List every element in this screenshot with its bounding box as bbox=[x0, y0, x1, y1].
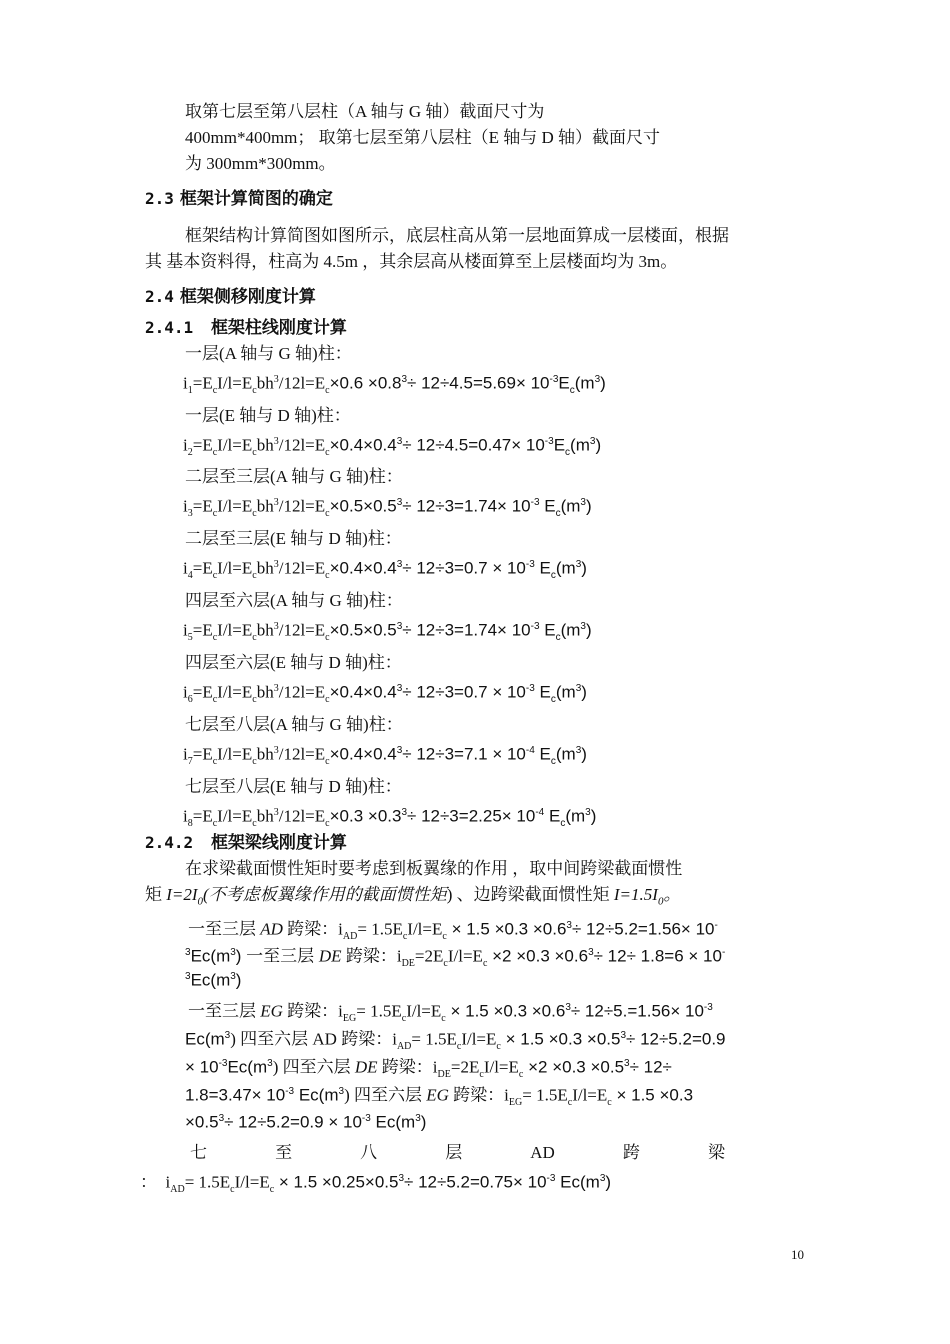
heading-2-3 bbox=[145, 188, 333, 210]
heading-2-4-2 bbox=[145, 832, 347, 854]
heading-2-4-1 bbox=[145, 317, 347, 339]
beam-line-4: 一至三层 EG 跨梁：$i_{EG}= 1.5E_cI/l=E_c \times 1.5 \times 0.3 \times 0.6^3\div 12\div 5.=1.56\times 10^{-3}$ bbox=[188, 1001, 713, 1025]
column-label: 二层至三层(A 轴与 G 轴)柱： bbox=[185, 467, 403, 486]
spread-char: 至 bbox=[275, 1143, 293, 1162]
heading-2-4-2-number: 2.4.2 bbox=[145, 833, 194, 852]
column-formula: $i_4=E_cI/l=E_cbh^3/12l=E_c\times 0.4\times 0.4^3\div 12\div 3=0.7 \times 10^{-3}$ $E_c(m^3)$ bbox=[183, 558, 587, 582]
column-label: 四层至六层(E 轴与 D 轴)柱： bbox=[185, 653, 402, 672]
column-formula: $i_1=E_cI/l=E_cbh^3/12l=E_c\times 0.6 \times 0.8^3\div 12\div 4.5=5.69\times 10^{-3}E_c(m^3)$ bbox=[183, 373, 606, 397]
heading-2-4-1-number: 2.4.1 bbox=[145, 318, 194, 337]
spread-char: 八 bbox=[360, 1143, 378, 1162]
heading-2-4-title: 框架侧移刚度计算 bbox=[179, 287, 316, 307]
spread-char: AD bbox=[530, 1143, 555, 1162]
beam-line-5: $Ec(m^3)$ 四至六层 AD 跨梁：$i_{AD}= 1.5E_cI/l=E_c \times 1.5 \times 0.3 \times 0.5^3\div 12\div 5.2=0.9$ bbox=[185, 1029, 726, 1053]
intro-line-1: 取第七层至第八层柱（A 轴与 G 轴）截面尺寸为 bbox=[185, 102, 545, 121]
sec-2-4-2-para-line-1: 在求梁截面惯性矩时要考虑到板翼缘的作用 ，取中间跨梁截面惯性 bbox=[185, 859, 683, 878]
beam-line-8: $\times 0.5^3\div 12\div 5.2=0.9 \times 10^{-3}$ $Ec(m^3)$ bbox=[185, 1112, 427, 1132]
heading-2-4 bbox=[145, 286, 316, 308]
column-label: 七层至八层(E 轴与 D 轴)柱： bbox=[185, 777, 402, 796]
column-label: 二层至三层(E 轴与 D 轴)柱： bbox=[185, 529, 402, 548]
heading-2-4-number: 2.4 bbox=[145, 287, 174, 306]
column-label: 四层至六层(A 轴与 G 轴)柱： bbox=[185, 591, 403, 610]
column-formula: $i_5=E_cI/l=E_cbh^3/12l=E_c\times 0.5\times 0.5^3\div 12\div 3=1.74\times 10^{-3}$ $E_c(m^3)$ bbox=[183, 620, 592, 644]
spread-char: 跨 bbox=[622, 1143, 640, 1162]
column-label: 一层(E 轴与 D 轴)柱： bbox=[185, 406, 351, 425]
heading-2-3-title: 框架计算简图的确定 bbox=[179, 189, 333, 209]
heading-2-4-2-title: 框架梁线刚度计算 bbox=[210, 833, 347, 853]
sec-2-3-para-line-2: 其 基本资料得，柱高为 4.5m ，其余层高从楼面算至上层楼面均为 3m。 bbox=[145, 252, 678, 271]
spread-char: 七 bbox=[190, 1143, 207, 1162]
beam-line-9-spread bbox=[190, 1142, 725, 1164]
column-formula: $i_7=E_cI/l=E_cbh^3/12l=E_c\times 0.4\times 0.4^3\div 12\div 3=7.1 \times 10^{-4}$ $E_c(m^3)$ bbox=[183, 744, 587, 768]
column-formula: $i_2=E_cI/l=E_cbh^3/12l=E_c\times 0.4\times 0.4^3\div 12\div 4.5=0.47\times 10^{-3}E_c(m^3)$ bbox=[183, 435, 602, 459]
heading-2-3-number: 2.3 bbox=[145, 189, 174, 208]
column-formula: $i_3=E_cI/l=E_cbh^3/12l=E_c\times 0.5\times 0.5^3\div 12\div 3=1.74\times 10^{-3}$ $E_c(m^3)$ bbox=[183, 496, 592, 520]
column-label: 一层(A 轴与 G 轴)柱： bbox=[185, 344, 352, 363]
column-formula: $i_6=E_cI/l=E_cbh^3/12l=E_c\times 0.4\times 0.4^3\div 12\div 3=0.7 \times 10^{-3}$ $E_c(m^3)$ bbox=[183, 682, 587, 706]
beam-line-3: $^3Ec(m^3)$ bbox=[185, 970, 242, 990]
beam-line-6: × $10^{-3}Ec(m^3)$ 四至六层 DE 跨梁：$i_{DE}=2E_cI/l=E_c \times 2 \times 0.3 \times 0.5^3\div 12\div$ bbox=[185, 1057, 672, 1081]
spread-char: 梁 bbox=[707, 1143, 725, 1162]
spread-char: 层 bbox=[445, 1143, 463, 1162]
sec-2-3-para-line-1: 框架结构计算简图如图所示，底层柱高从第一层地面算成一层楼面，根据 bbox=[185, 226, 729, 245]
beam-line-1: 一至三层 AD 跨梁：$i_{AD}= 1.5E_cI/l=E_c \times 1.5 \times 0.3 \times 0.6^3\div 12\div 5.2=1.56\times 10^-$ bbox=[188, 919, 718, 943]
beam-line-2: $^3Ec(m^3)$ 一至三层 DE 跨梁：$i_{DE}=2E_cI/l=E_c \times 2 \times 0.3 \times 0.6^3\div 12\div 1.8=6 \times 10^-$ bbox=[185, 946, 726, 970]
column-label: 七层至八层(A 轴与 G 轴)柱： bbox=[185, 715, 403, 734]
intro-line-2: 400mm*400mm； 取第七层至第八层柱（E 轴与 D 轴）截面尺寸 bbox=[185, 128, 661, 147]
column-formula: $i_8=E_cI/l=E_cbh^3/12l=E_c\times 0.3 \times 0.3^3\div 12\div 3=2.25\times 10^{-4}$ $E_c(m^3)$ bbox=[183, 806, 597, 830]
page-number: 10 bbox=[791, 1247, 804, 1262]
beam-line-7: $1.8=3.47\times 10^{-3}$ $Ec(m^3)$ 四至六层 EG 跨梁：$i_{EG}= 1.5E_cI/l=E_c \times 1.5 \times 0.3$ bbox=[185, 1085, 694, 1109]
heading-2-4-1-title: 框架柱线刚度计算 bbox=[210, 318, 347, 338]
beam-line-10: ： $i_{AD}= 1.5E_cI/l=E_c \times 1.5 \times 0.25\times 0.5^3\div 12\div 5.2=0.75\times 10^{-3}$ $Ec(m^3)$ bbox=[140, 1172, 612, 1196]
sec-2-4-2-para-line-2: 矩 $I=2I_0$(不考虑板翼缘作用的截面惯性矩) 、边跨梁截面惯性矩 $I=1.5I_0$。 bbox=[145, 885, 681, 908]
intro-line-3: 为 300mm*300mm。 bbox=[185, 154, 336, 173]
